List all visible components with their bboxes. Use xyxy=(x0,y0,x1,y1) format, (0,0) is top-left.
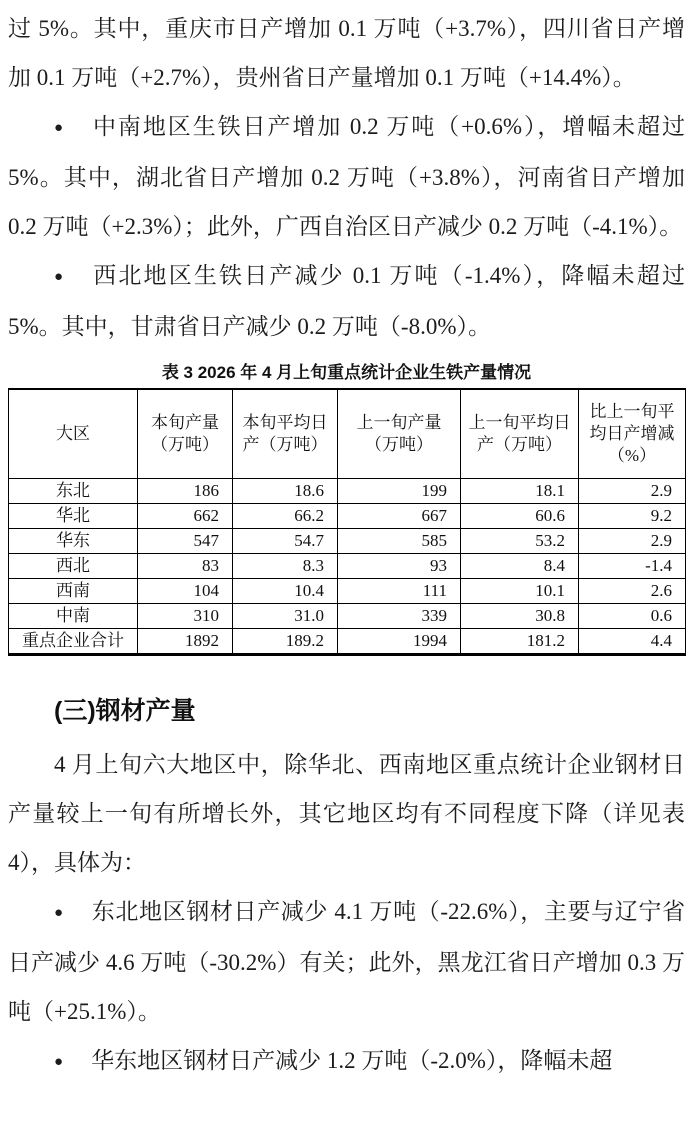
bullet-item-dongbei-steel xyxy=(8,887,685,1036)
table-cell: 93 xyxy=(338,554,461,579)
bullet-text: 华东地区钢材日产减少 1.2 万吨（-2.0%），降幅未超 xyxy=(91,1048,613,1073)
header-cell-current-output: 本旬产量（万吨） xyxy=(138,389,233,479)
header-cell-prev-output: 上一旬产量（万吨） xyxy=(338,389,461,479)
table-row-huadong xyxy=(9,529,686,554)
table-cell: 310 xyxy=(138,604,233,629)
table-cell: 1994 xyxy=(338,629,461,655)
table-cell: 华东 xyxy=(9,529,138,554)
bullet-text: 中南地区生铁日产增加 0.2 万吨（+0.6%），增幅未超过 5%。其中，湖北省日产增加 0.2 万吨（+3.8%），河南省日产增加 0.2 万吨（+2.3%）；此外，广西自治区日产减少 0.2 万吨（-4.1%）。 xyxy=(8,114,686,239)
table-cell: 111 xyxy=(338,579,461,604)
table-cell: 199 xyxy=(338,479,461,504)
iron-output-table xyxy=(8,388,686,656)
header-cell-current-daily-avg: 本旬平均日产（万吨） xyxy=(233,389,338,479)
paragraph-continuation: 过 5%。其中，重庆市日产增加 0.1 万吨（+3.7%），四川省日产增加 0.1 万吨（+2.7%），贵州省日产量增加 0.1 万吨（+14.4%）。 xyxy=(8,16,685,90)
bullet-text: 西北地区生铁日产减少 0.1 万吨（-1.4%），降幅未超过 5%。其中，甘肃省日产减少 0.2 万吨（-8.0%）。 xyxy=(8,263,685,339)
table-cell: 9.2 xyxy=(579,504,686,529)
table3-caption: 表 3 2026 年 4 月上旬重点统计企业生铁产量情况 xyxy=(161,363,532,382)
table-cell: 2.9 xyxy=(579,529,686,554)
table-cell: 189.2 xyxy=(233,629,338,655)
table-cell: 8.3 xyxy=(233,554,338,579)
table-row-total xyxy=(9,629,686,655)
table-cell: 60.6 xyxy=(461,504,579,529)
table-cell: 53.2 xyxy=(461,529,579,554)
table-cell: -1.4 xyxy=(579,554,686,579)
table-cell: 西北 xyxy=(9,554,138,579)
bullet-icon: ● xyxy=(54,120,65,136)
table-cell: 66.2 xyxy=(233,504,338,529)
table-cell: 547 xyxy=(138,529,233,554)
bullet-icon: ● xyxy=(54,905,64,921)
table-cell: 8.4 xyxy=(461,554,579,579)
table-header-row xyxy=(9,389,686,479)
table-cell: 31.0 xyxy=(233,604,338,629)
table-cell: 83 xyxy=(138,554,233,579)
table-cell: 2.9 xyxy=(579,479,686,504)
bullet-icon: ● xyxy=(54,1054,64,1070)
table-row-xinan xyxy=(9,579,686,604)
table-cell: 181.2 xyxy=(461,629,579,655)
bullet-item-zhongnan xyxy=(8,102,685,251)
table-row-xibei xyxy=(9,554,686,579)
table-cell: 10.4 xyxy=(233,579,338,604)
table-cell: 华北 xyxy=(9,504,138,529)
table-cell: 104 xyxy=(138,579,233,604)
table-cell: 18.1 xyxy=(461,479,579,504)
table-cell: 10.1 xyxy=(461,579,579,604)
table-cell: 东北 xyxy=(9,479,138,504)
table-cell: 662 xyxy=(138,504,233,529)
table-cell: 339 xyxy=(338,604,461,629)
bullet-icon: ● xyxy=(54,269,66,285)
table-cell: 667 xyxy=(338,504,461,529)
bullet-text: 东北地区钢材日产减少 4.1 万吨（-22.6%），主要与辽宁省日产减少 4.6 万吨（-30.2%）有关；此外，黑龙江省日产增加 0.3 万吨（+25.1%）。 xyxy=(8,899,686,1024)
table-cell: 1892 xyxy=(138,629,233,655)
table-cell: 585 xyxy=(338,529,461,554)
table-cell: 中南 xyxy=(9,604,138,629)
header-cell-change-pct: 比上一旬平均日产增减（%） xyxy=(579,389,686,479)
table-cell: 54.7 xyxy=(233,529,338,554)
table-cell: 2.6 xyxy=(579,579,686,604)
table-cell: 186 xyxy=(138,479,233,504)
table-cell: 30.8 xyxy=(461,604,579,629)
section-intro-paragraph: 4 月上旬六大地区中，除华北、西南地区重点统计企业钢材日产量较上一旬有所增长外，其它地区均有不同程度下降（详见表 4），具体为： xyxy=(8,752,685,875)
table-cell: 18.6 xyxy=(233,479,338,504)
table-cell: 西南 xyxy=(9,579,138,604)
header-cell-prev-daily-avg: 上一旬平均日产（万吨） xyxy=(461,389,579,479)
table-row-zhongnan xyxy=(9,604,686,629)
table-row-dongbei xyxy=(9,479,686,504)
bullet-item-huadong-steel xyxy=(8,1036,685,1087)
table-row-huabei xyxy=(9,504,686,529)
header-cell-region: 大区 xyxy=(9,389,138,479)
table-cell: 4.4 xyxy=(579,629,686,655)
bullet-item-xibei xyxy=(8,251,685,351)
table-cell: 0.6 xyxy=(579,604,686,629)
table-cell: 重点企业合计 xyxy=(9,629,138,655)
section-heading-steel-output: (三)钢材产量 xyxy=(54,697,196,725)
